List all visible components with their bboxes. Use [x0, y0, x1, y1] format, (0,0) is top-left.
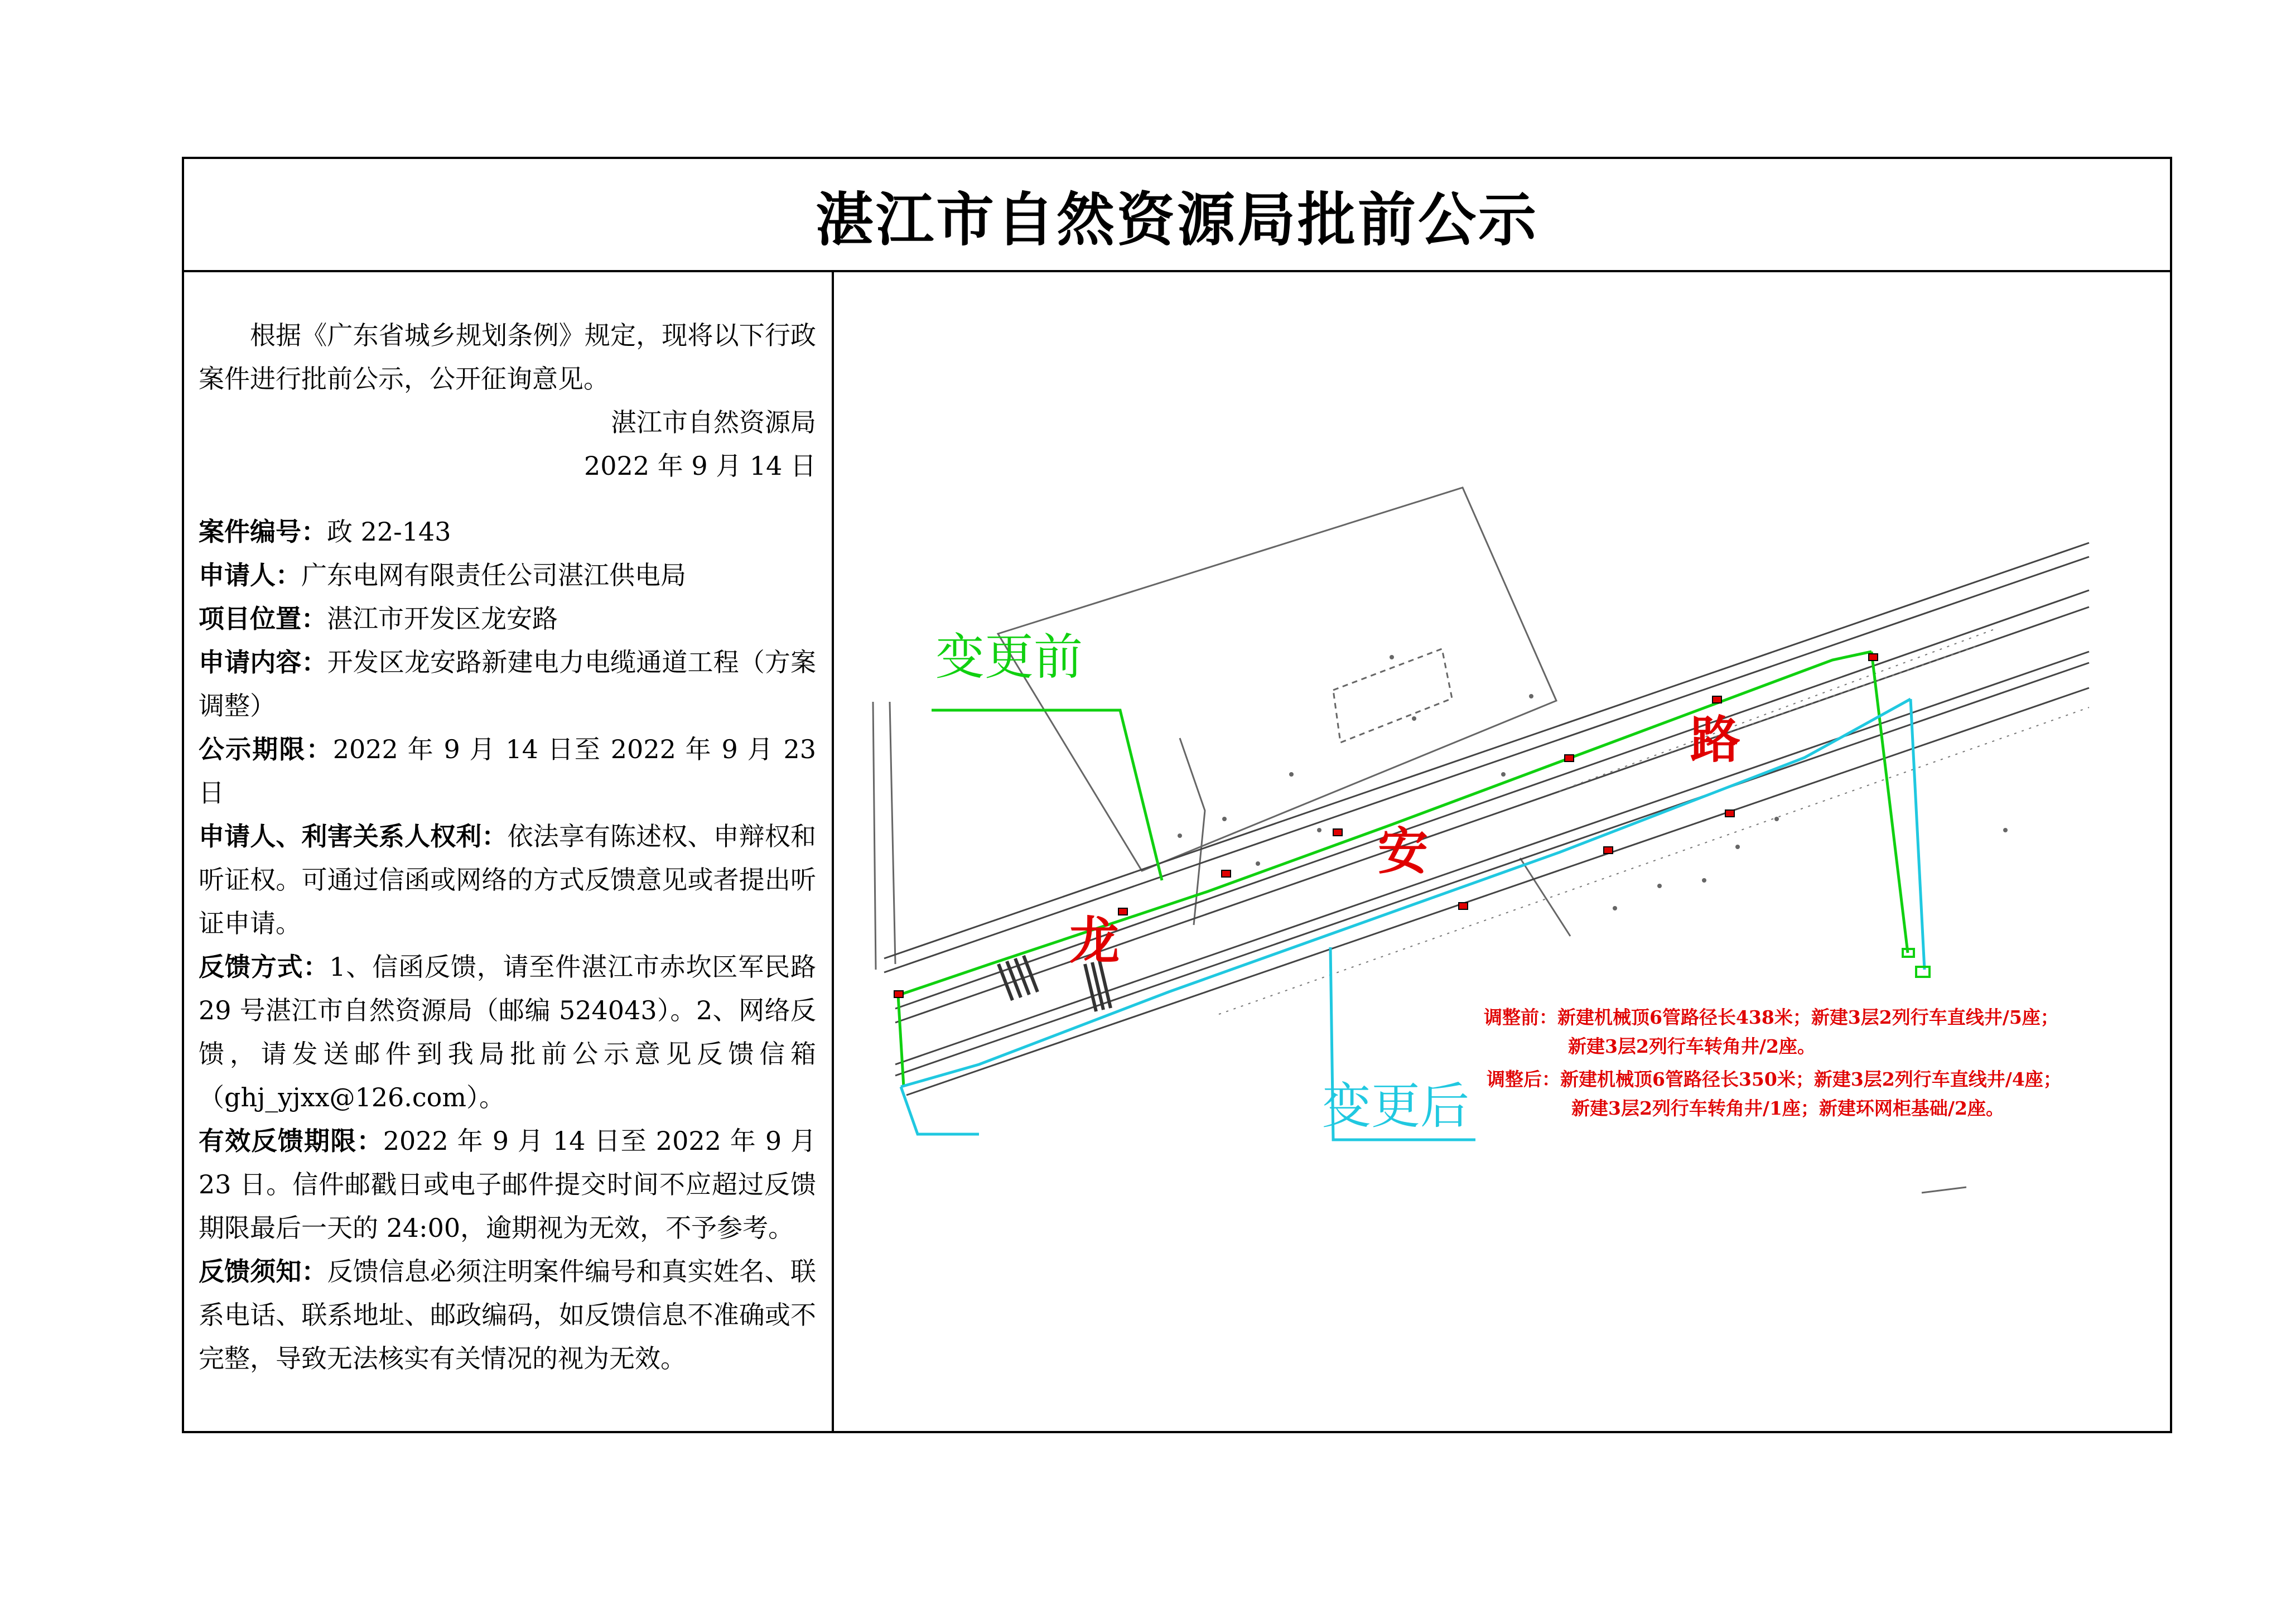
field-feedback-deadline: 有效反馈期限：2022 年 9 月 14 日至 2022 年 9 月 23 日。信件邮戳日或电子邮件提交时间不应超过反馈期限最后一天的 24:00，逾期视为无效，不予参考。: [199, 1126, 816, 1243]
issuer: 湛江市自然资源局: [611, 407, 816, 437]
site-plan-drawing: [834, 272, 2170, 1431]
title-row: [184, 159, 2170, 272]
field-applicant: 申请人：广东电网有限责任公司湛江供电局: [199, 560, 686, 590]
field-location: 项目位置：湛江市开发区龙安路: [199, 604, 558, 634]
notice-frame: [182, 157, 2172, 1433]
field-case-number: 案件编号：政 22-143: [199, 517, 451, 547]
page-title: 湛江市自然资源局批前公示: [815, 185, 1538, 254]
road-char-an: 安: [1378, 822, 1428, 881]
note-after-line2: 新建3层2列行车转角井/1座；新建环网柜基础/2座。: [1571, 1097, 2004, 1119]
road-hatch: [1219, 629, 2089, 1014]
road-char-long: 龙: [1069, 912, 1120, 970]
field-feedback-method: 反馈方式：1、信函反馈，请至件湛江市赤坎区军民路 29 号湛江市自然资源局（邮编 524043）。2、网络反馈，请发送邮件到我局批前公示意见反馈信箱（ghj_yjxx@126.com）。: [199, 952, 816, 1112]
note-before-line1: 调整前：新建机械顶6管路径长438米；新建3层2列行车直线井/5座；: [1484, 1006, 2059, 1028]
note-after-line1: 调整后：新建机械顶6管路径长350米；新建3层2列行车直线井/4座；: [1487, 1068, 2062, 1090]
intro-paragraph: 根据《广东省城乡规划条例》规定，现将以下行政案件进行批前公示，公开征询意见。: [199, 320, 816, 394]
notice-text-column: [184, 272, 834, 1431]
site-plan-panel: [834, 272, 2170, 1431]
note-before-line2: 新建3层2列行车转角井/2座。: [1568, 1035, 1816, 1057]
field-feedback-notes: 反馈须知：反馈信息必须注明案件编号和真实姓名、联系电话、联系地址、邮政编码，如反馈信息不准确或不完整，导致无法核实有关情况的视为无效。: [199, 1256, 817, 1374]
road-char-lu: 路: [1690, 711, 1740, 769]
field-period: 公示期限：2022 年 9 月 14 日至 2022 年 9 月 23 日: [199, 734, 817, 808]
field-content: 申请内容：开发区龙安路新建电力电缆通道工程（方案调整）: [199, 647, 817, 721]
after-change-label: 变更后: [1322, 1077, 1470, 1135]
survey-points: [1178, 655, 2008, 910]
field-rights: 申请人、利害关系人权利：依法享有陈述权、申辩权和听证权。可通过信函或网络的方式反馈意见或者提出听证申请。: [199, 821, 817, 938]
before-change-label: 变更前: [935, 628, 1083, 686]
issue-date: 2022 年 9 月 14 日: [584, 451, 816, 481]
